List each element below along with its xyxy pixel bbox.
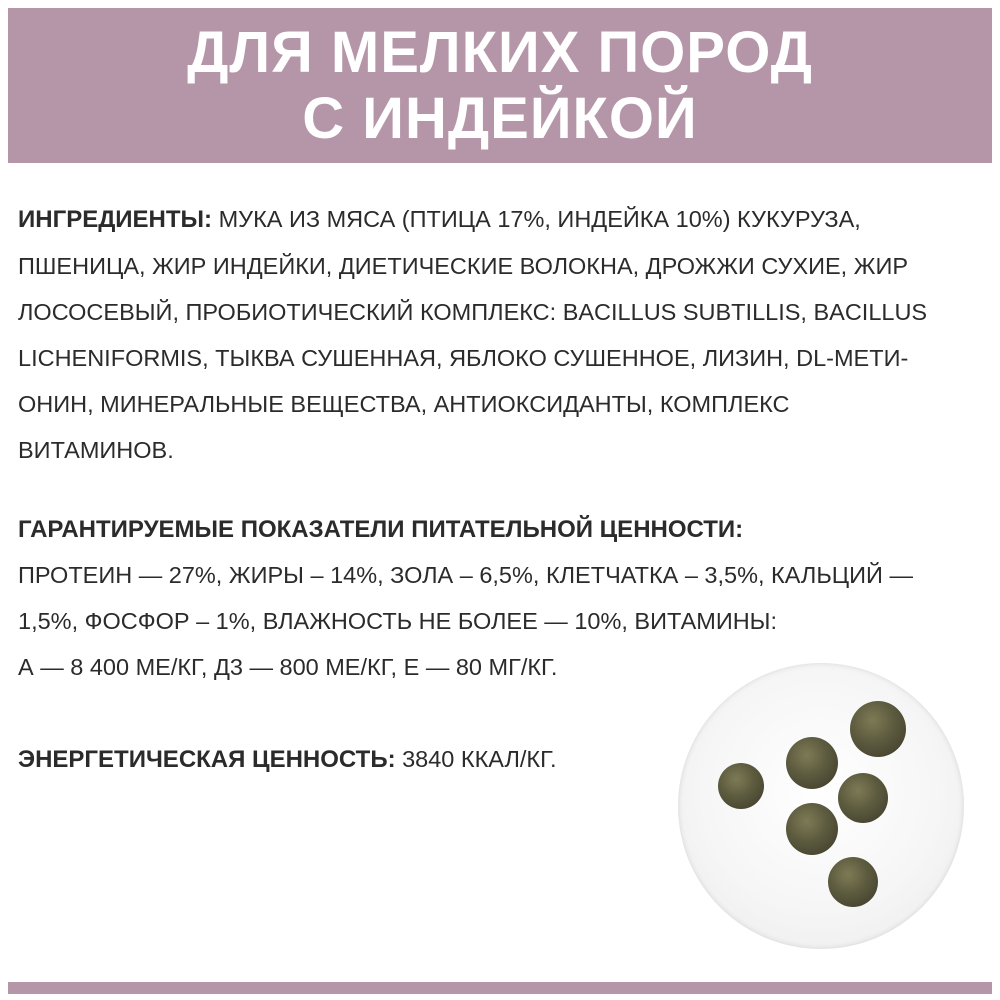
ingredients-label: ИНГРЕДИЕНТЫ: <box>18 206 213 233</box>
kibble-piece <box>838 773 888 823</box>
title-line-1: ДЛЯ МЕЛКИХ ПОРОД <box>187 19 813 85</box>
ingredients-line-5: ОНИН, МИНЕРАЛЬНЫЕ ВЕЩЕСТВА, АНТИОКСИДАНТЫ, КОМПЛЕКС <box>18 391 790 417</box>
ingredients-section <box>18 196 983 473</box>
nutrition-line-2: 1,5%, ФОСФОР – 1%, ВЛАЖНОСТЬ НЕ БОЛЕЕ — 10%, ВИТАМИНЫ: <box>18 608 778 634</box>
nutrition-section <box>18 508 983 690</box>
kibble-piece <box>850 701 906 757</box>
ingredients-line-1 <box>18 196 983 243</box>
energy-label: ЭНЕРГЕТИЧЕСКАЯ ЦЕННОСТЬ: <box>18 746 396 773</box>
kibble-plate-image <box>678 663 964 949</box>
kibble-piece <box>718 763 764 809</box>
nutrition-heading: ГАРАНТИРУЕМЫЕ ПОКАЗАТЕЛИ ПИТАТЕЛЬНОЙ ЦЕННОСТИ: <box>18 516 744 543</box>
footer-bar <box>8 982 992 994</box>
ingredients-line-2: ПШЕНИЦА, ЖИР ИНДЕЙКИ, ДИЕТИЧЕСКИЕ ВОЛОКНА, ДРОЖЖИ СУХИЕ, ЖИР <box>18 253 909 279</box>
kibble-piece <box>786 737 838 789</box>
nutrition-line-1: ПРОТЕИН — 27%, ЖИРЫ – 14%, ЗОЛА – 6,5%, КЛЕТЧАТКА – 3,5%, КАЛЬЦИЙ — <box>18 562 913 588</box>
kibble-piece <box>786 803 838 855</box>
energy-value: 3840 ККАЛ/КГ. <box>395 746 557 772</box>
ingredients-line-4: LICHENIFORMIS, ТЫКВА СУШЕННАЯ, ЯБЛОКО СУШЕННОЕ, ЛИЗИН, DL-МЕТИ- <box>18 345 909 371</box>
ingredients-line-6: ВИТАМИНОВ. <box>18 437 174 463</box>
title-line-2: С ИНДЕЙКОЙ <box>302 85 698 151</box>
title-banner <box>8 8 992 163</box>
nutrition-line-3: А — 8 400 МЕ/КГ, Д3 — 800 МЕ/КГ, Е — 80 МГ/КГ. <box>18 654 558 680</box>
ingredients-text-1: МУКА ИЗ МЯСА (ПТИЦА 17%, ИНДЕЙКА 10%) КУКУРУЗА, <box>212 206 861 232</box>
ingredients-line-3: ЛОСОСЕВЫЙ, ПРОБИОТИЧЕСКИЙ КОМПЛЕКС: BACILLUS SUBTILLIS, BACILLUS <box>18 299 928 325</box>
kibble-piece <box>828 857 878 907</box>
